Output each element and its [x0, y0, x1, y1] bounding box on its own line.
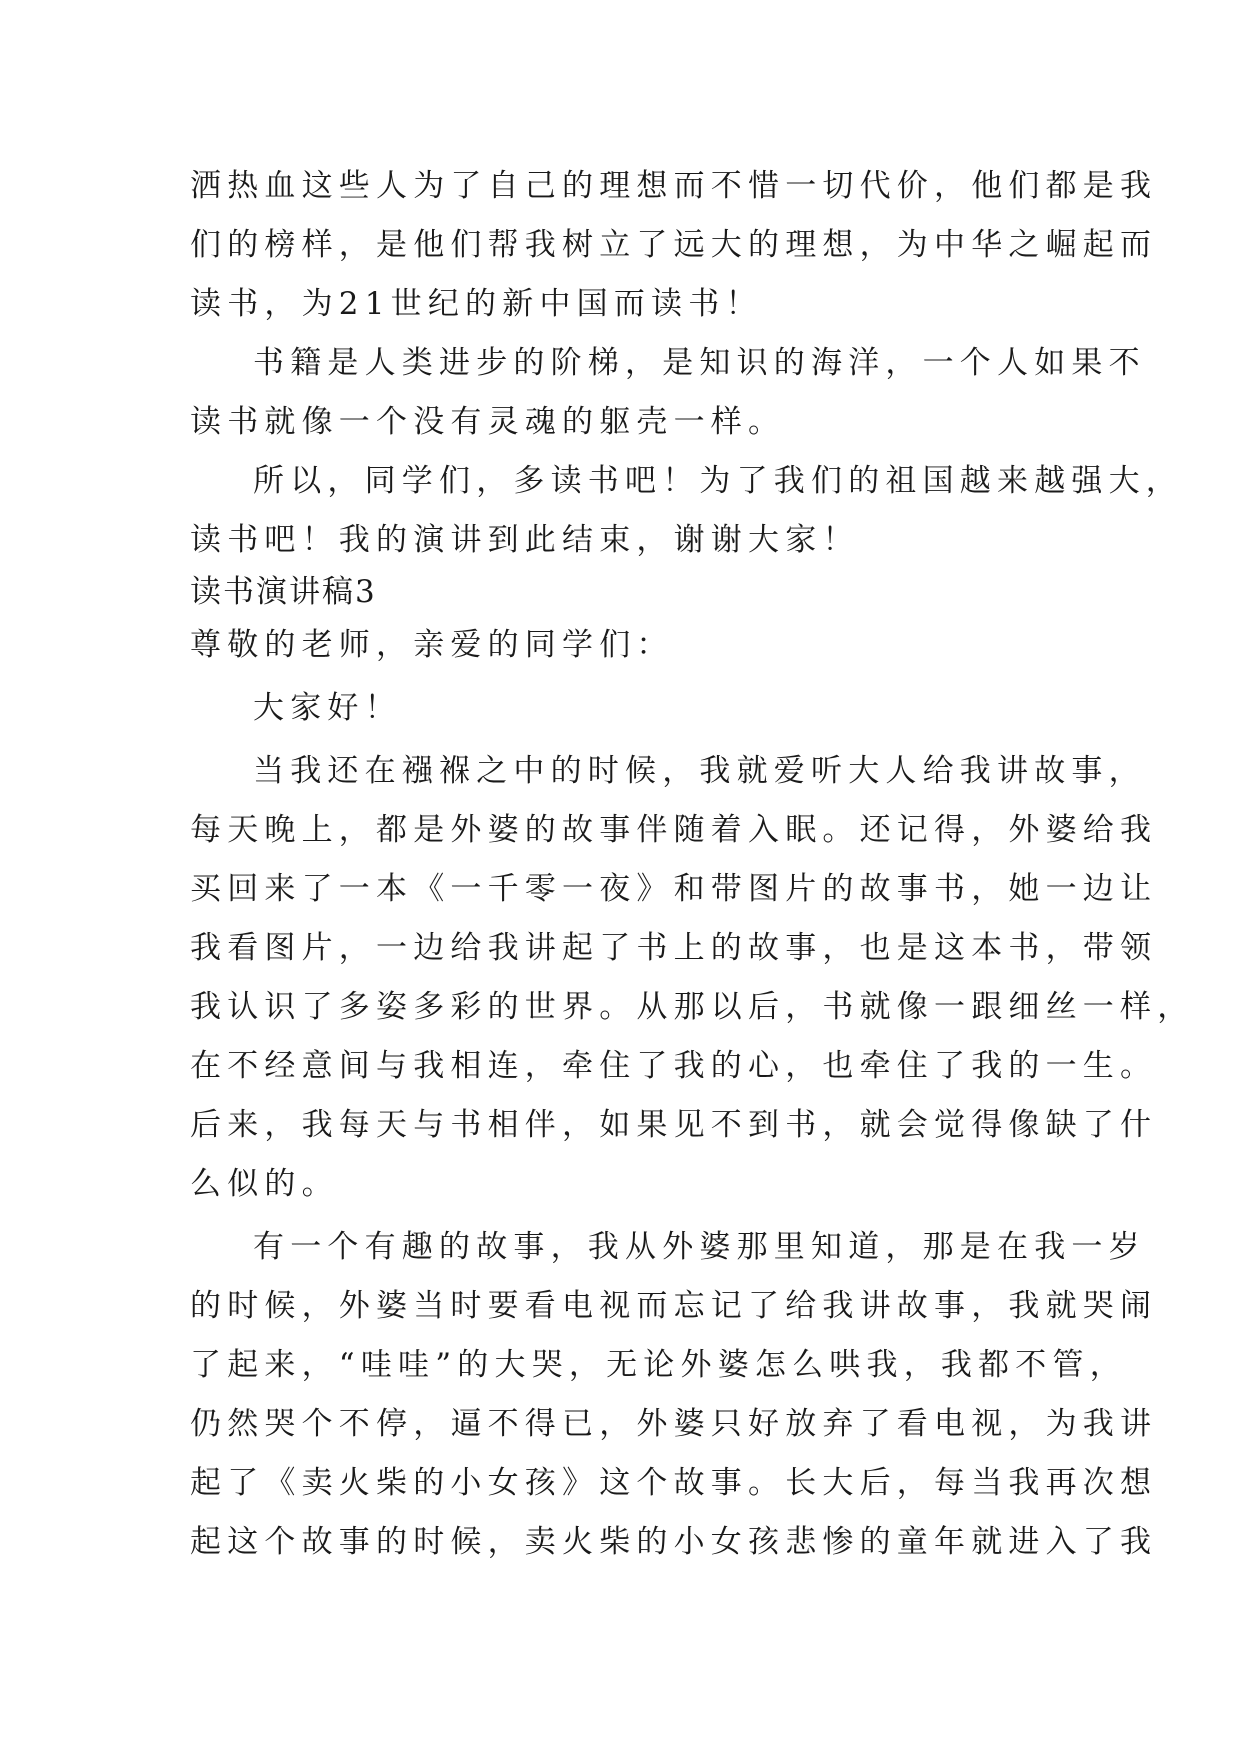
- body-text-line: 我看图片，一边给我讲起了书上的故事，也是这本书，带领: [190, 930, 1158, 966]
- body-text-line: 读书就像一个没有灵魂的躯壳一样。: [190, 404, 786, 440]
- body-text-line: 后来，我每天与书相伴，如果见不到书，就会觉得像缺了什: [190, 1107, 1158, 1143]
- body-text-line: 的时候，外婆当时要看电视而忘记了给我讲故事，我就哭闹: [190, 1288, 1158, 1324]
- body-text-line: 了起来，“哇哇”的大哭，无论外婆怎么哄我，我都不管，: [190, 1347, 1127, 1383]
- body-text-line: 起这个故事的时候，卖火柴的小女孩悲惨的童年就进入了我: [190, 1524, 1158, 1560]
- greeting-line: 大家好！: [253, 690, 402, 726]
- paragraph-start-line: 当我还在襁褓之中的时候，我就爱听大人给我讲故事，: [253, 753, 1146, 789]
- body-text-line: 仍然哭个不停，逼不得已，外婆只好放弃了看电视，为我讲: [190, 1406, 1158, 1442]
- salutation-line: 尊敬的老师，亲爱的同学们：: [190, 627, 674, 663]
- paragraph-start-line: 有一个有趣的故事，我从外婆那里知道，那是在我一岁: [253, 1229, 1146, 1265]
- body-text-line: 每天晚上，都是外婆的故事伴随着入眠。还记得，外婆给我: [190, 812, 1158, 848]
- body-text-line: 么似的。: [190, 1166, 339, 1202]
- body-text-line: 在不经意间与我相连，牵住了我的心，也牵住了我的一生。: [190, 1048, 1158, 1084]
- paragraph-start-line: 所以，同学们，多读书吧！为了我们的祖国越来越强大，: [253, 463, 1183, 499]
- body-text-line: 们的榜样，是他们帮我树立了远大的理想，为中华之崛起而: [190, 227, 1158, 263]
- body-text-line: 买回来了一本《一千零一夜》和带图片的故事书，她一边让: [190, 871, 1158, 907]
- body-text-line: 洒热血这些人为了自己的理想而不惜一切代价，他们都是我: [190, 168, 1158, 204]
- body-text-line: 起了《卖火柴的小女孩》这个故事。长大后，每当我再次想: [190, 1465, 1158, 1501]
- body-text-line: 读书吧！我的演讲到此结束，谢谢大家！: [190, 522, 860, 558]
- paragraph-start-line: 书籍是人类进步的阶梯，是知识的海洋，一个人如果不: [253, 345, 1146, 381]
- section-heading: 读书演讲稿3: [190, 574, 377, 610]
- body-text-line: 我认识了多姿多彩的世界。从那以后，书就像一跟细丝一样，: [190, 989, 1195, 1025]
- body-text-line: 读书，为21世纪的新中国而读书！: [190, 286, 763, 322]
